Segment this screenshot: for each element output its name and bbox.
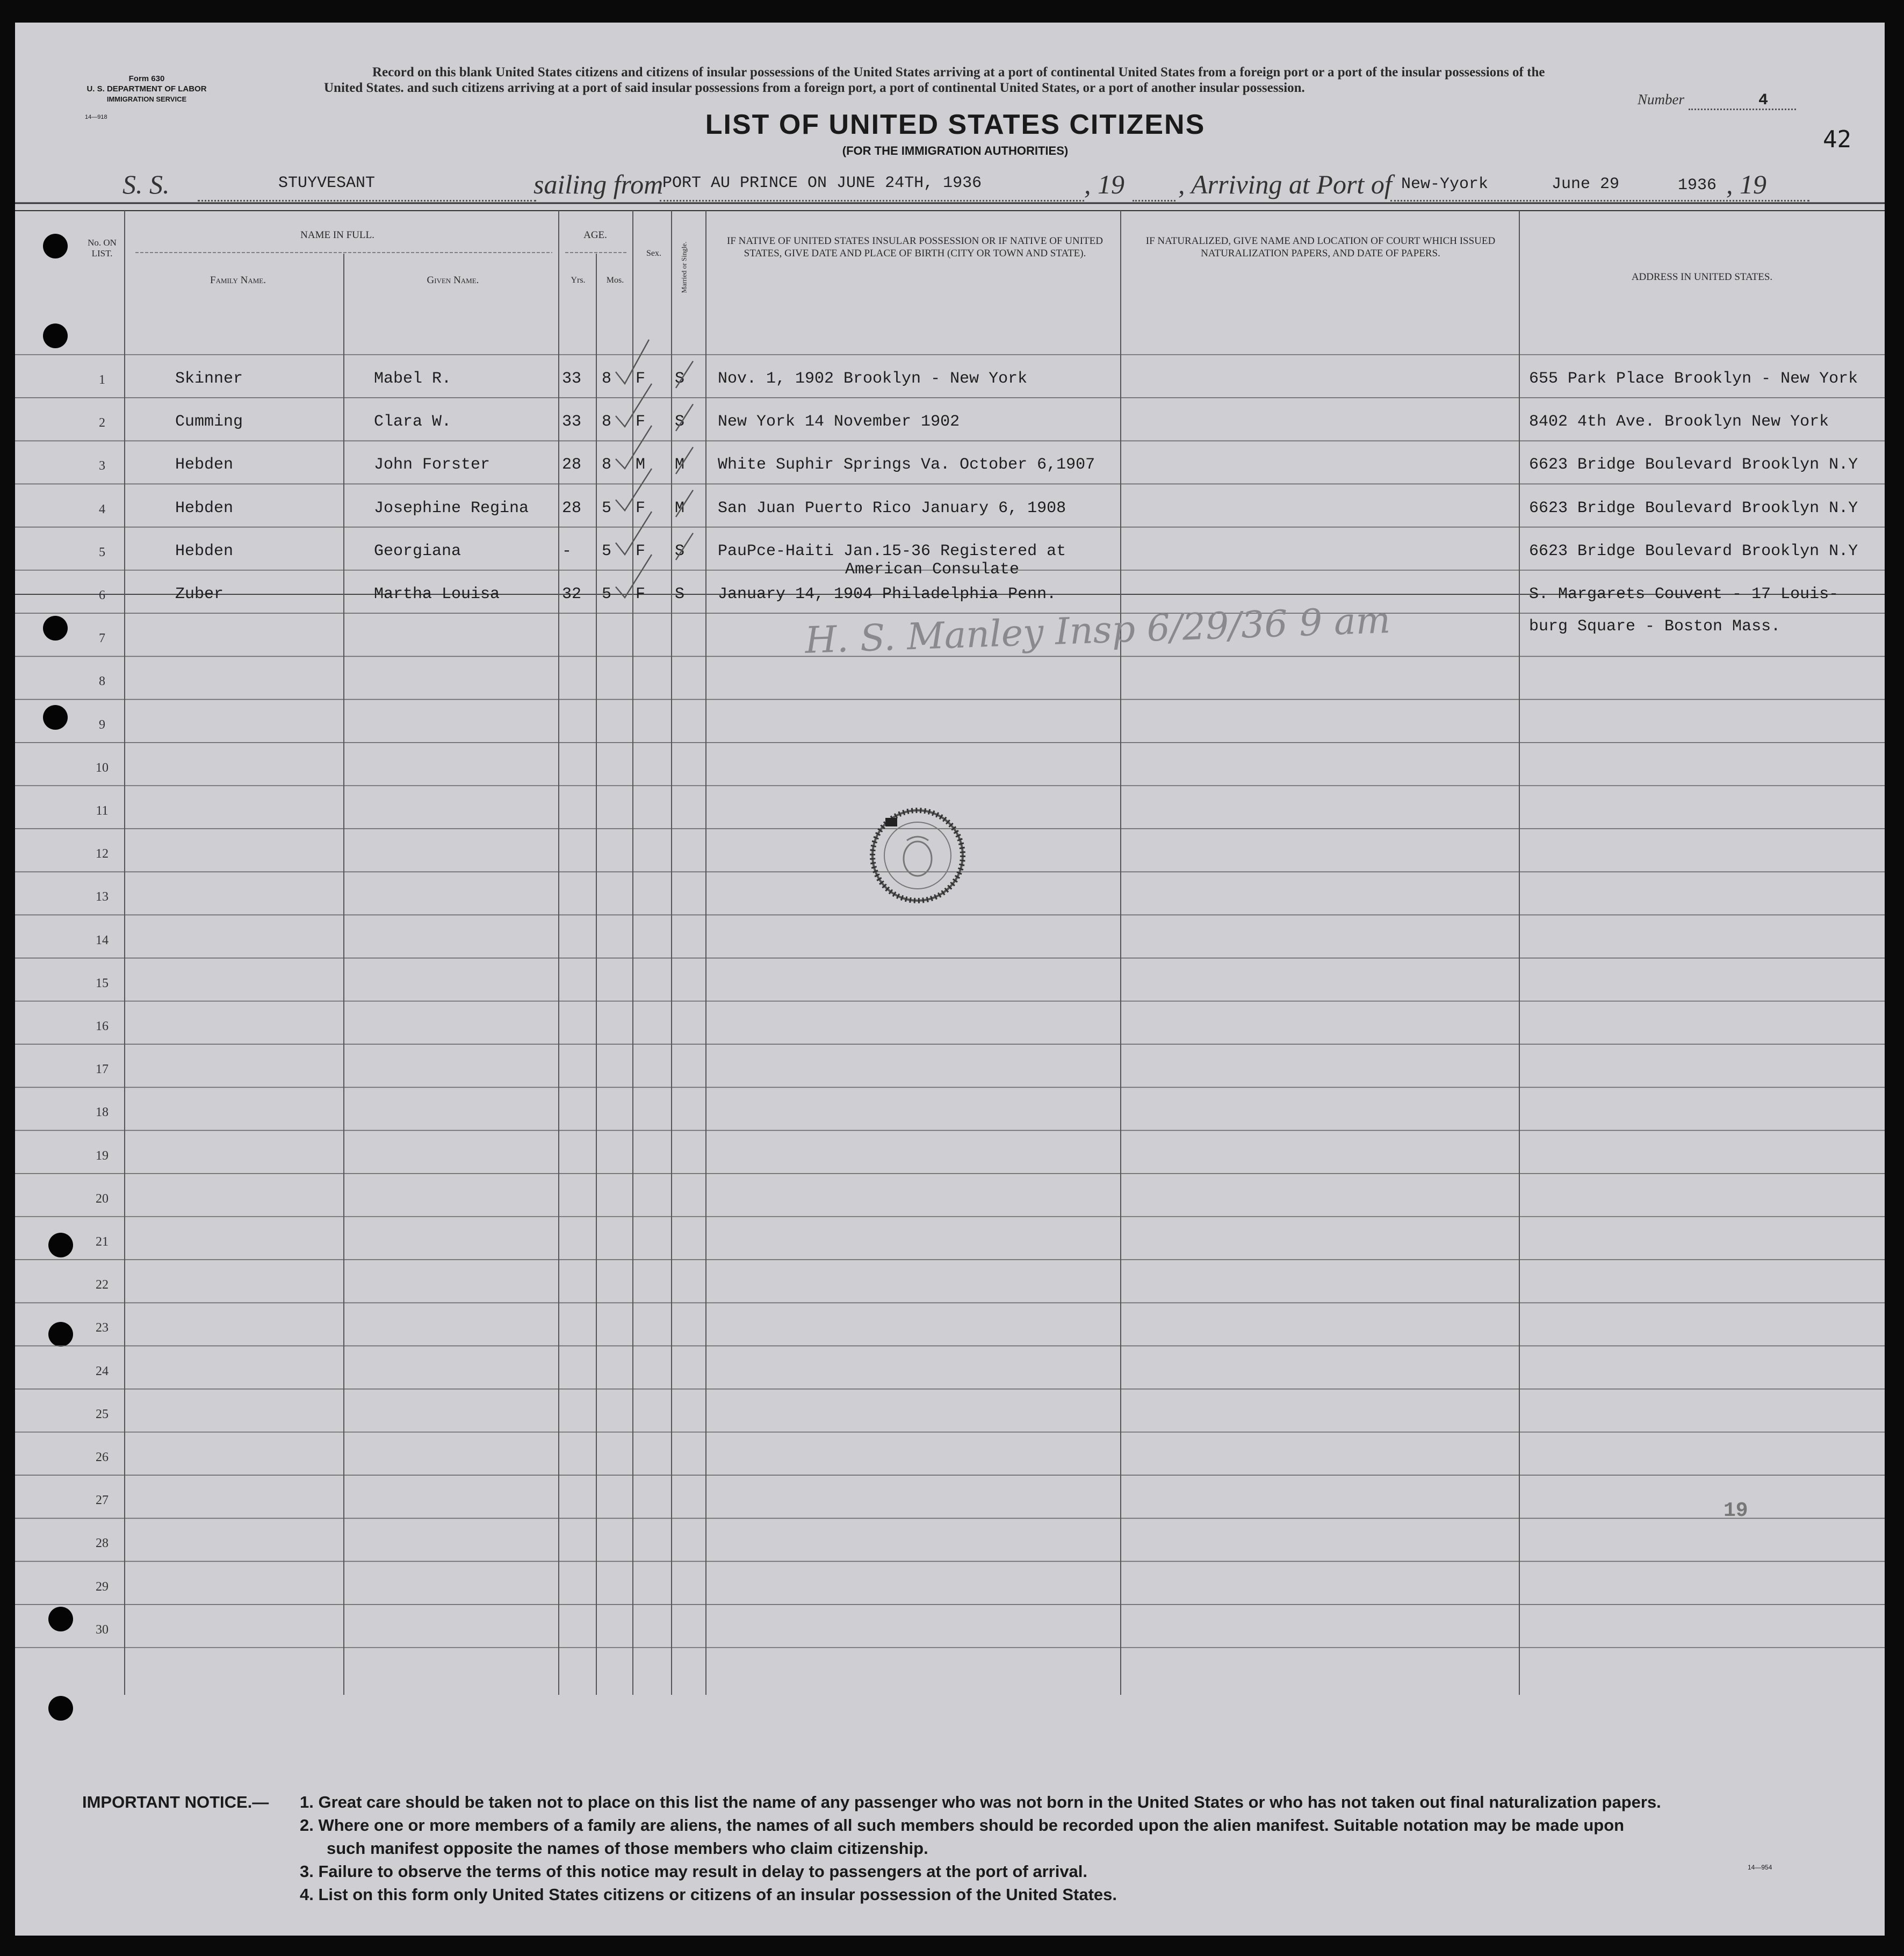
arrival-port: New-Yyork [1401, 175, 1489, 193]
important-notice-label: IMPORTANT NOTICE.— [82, 1793, 269, 1811]
birth-cell-cont: American Consulate [845, 560, 1020, 579]
age-years-cell: - [562, 542, 572, 560]
age-months-cell: 8 [602, 456, 612, 474]
family-name-cell: Skinner [175, 370, 243, 388]
record-instruction: Record on this blank United States citizens and citizens of insular possessions of the United States arriving at a port of continental United States from a foreign port or a port of the insular possessions of the United States. and such citizens arriving at a port of said insular possessions from a foreign port, a port of continental United States, or a port of another insular possession. [324, 65, 1545, 95]
given-name-cell: Josephine Regina [374, 499, 529, 517]
col-family-name: Family Name. [210, 275, 266, 286]
row-number: 14 [96, 933, 109, 947]
row-number: 26 [96, 1450, 109, 1464]
birth-cell: New York 14 November 1902 [718, 413, 960, 432]
row-number: 27 [96, 1493, 109, 1508]
birth-cell: Nov. 1, 1902 Brooklyn - New York [718, 370, 1028, 388]
address-cell: 6623 Bridge Boulevard Brooklyn N.Y [1529, 456, 1858, 474]
row-number: 9 [99, 717, 105, 732]
given-name-cell: Georgiana [374, 542, 461, 560]
sex-cell: F [636, 370, 646, 388]
family-name-cell: Hebden [175, 499, 234, 517]
page-number: 42 [1823, 126, 1851, 153]
marital-status-cell: M [675, 456, 685, 474]
row-number: 28 [96, 1536, 109, 1551]
birth-cell: January 14, 1904 Philadelphia Penn. [718, 585, 1057, 603]
row-number: 19 [96, 1148, 109, 1163]
stray-number: 19 [1723, 1499, 1748, 1522]
important-notice [300, 1790, 1879, 1906]
inspector-signature: H. S. Manley Insp 6/29/36 9 am [804, 599, 1391, 663]
sex-cell: F [636, 542, 646, 560]
address-cell: 6623 Bridge Boulevard Brooklyn N.Y [1529, 542, 1858, 560]
row-number: 17 [96, 1062, 109, 1077]
age-months-cell: 5 [602, 585, 612, 603]
sex-cell: M [636, 456, 646, 474]
address-cell: 8402 4th Ave. Brooklyn New York [1529, 413, 1829, 432]
birth-cell: White Suphir Springs Va. October 6,1907 [718, 456, 1095, 474]
manifest-sheet [15, 23, 1885, 1936]
age-months-cell: 8 [602, 413, 612, 432]
marital-status-cell: S [675, 370, 685, 388]
page-subtitle: (FOR THE IMMIGRATION AUTHORITIES) [842, 144, 1069, 157]
age-years-cell: 28 [562, 456, 582, 474]
row-number: 29 [96, 1579, 109, 1594]
row-number: 3 [99, 459, 105, 473]
address-cell: S. Margarets Couvent - 17 Louis- [1529, 585, 1839, 603]
given-name-cell: Clara W. [374, 413, 452, 432]
family-name-cell: Cumming [175, 413, 243, 432]
family-name-cell: Hebden [175, 456, 234, 474]
row-number: 7 [99, 631, 105, 646]
year-label-2: , 19 [1726, 169, 1766, 199]
row-number: 6 [99, 588, 105, 602]
address-cell-cont: burg Square - Boston Mass. [1529, 617, 1781, 636]
arriving-label: , Arriving at Port of [1178, 169, 1392, 199]
row-number: 18 [96, 1105, 109, 1120]
family-name-cell: Hebden [175, 542, 234, 560]
sailing-label: sailing from [533, 169, 663, 199]
col-address: ADDRESS IN UNITED STATES. [1631, 271, 1773, 283]
check-marks [15, 23, 1885, 1936]
row-number: 11 [96, 804, 109, 818]
sailing-from: PORT AU PRINCE ON JUNE 24TH, 1936 [662, 174, 982, 192]
row-number: 1 [99, 373, 105, 387]
marital-status-cell: S [675, 585, 685, 603]
notice-item-3: 3. Failure to observe the terms of this notice may result in delay to passengers at the port of arrival. [300, 1862, 1088, 1881]
row-number: 16 [96, 1019, 109, 1033]
given-name-cell: Martha Louisa [374, 585, 500, 603]
row-number: 23 [96, 1321, 109, 1335]
marital-status-cell: S [675, 542, 685, 560]
row-number: 13 [96, 890, 109, 904]
service: IMMIGRATION SERVICE [106, 95, 187, 103]
row-number: 21 [96, 1235, 109, 1249]
print-code-top: 14—918 [85, 114, 107, 120]
number-label: Number [1638, 91, 1684, 107]
row-number: 30 [96, 1622, 109, 1637]
col-yrs: Yrs. [571, 276, 586, 285]
address-cell: 655 Park Place Brooklyn - New York [1529, 370, 1858, 388]
col-married: Married or Single. [680, 241, 688, 293]
notice-item-4: 4. List on this form only United States citizens or citizens of an insular possession of the United States. [300, 1885, 1117, 1904]
consulate-stamp [869, 807, 966, 904]
birth-cell: San Juan Puerto Rico January 6, 1908 [718, 499, 1066, 517]
family-name-cell: Zuber [175, 585, 224, 603]
col-given-name: Given Name. [427, 275, 479, 286]
arrival-year: 1936 [1678, 176, 1717, 195]
col-age: AGE. [583, 229, 607, 241]
marital-status-cell: S [675, 413, 685, 432]
sex-cell: F [636, 499, 646, 517]
row-number: 12 [96, 847, 109, 861]
given-name-cell: Mabel R. [374, 370, 452, 388]
age-months-cell: 5 [602, 499, 612, 517]
address-cell: 6623 Bridge Boulevard Brooklyn N.Y [1529, 499, 1858, 517]
notice-item-2: 2. Where one or more members of a family are aliens, the names of all such members should be recorded upon the alien manifest. Suitable notation may be made upon [300, 1816, 1625, 1835]
row-number: 24 [96, 1364, 109, 1378]
row-number: 15 [96, 976, 109, 990]
notice-item-2-cont: such manifest opposite the names of those members who claim citizenship. [327, 1839, 928, 1858]
col-no: No. ON LIST. [88, 238, 117, 258]
age-years-cell: 33 [562, 413, 582, 432]
col-mos: Mos. [606, 276, 624, 285]
row-number: 8 [99, 674, 105, 689]
age-months-cell: 8 [602, 370, 612, 388]
form-number: Form 630 [128, 74, 165, 83]
age-years-cell: 28 [562, 499, 582, 517]
age-years-cell: 32 [562, 585, 582, 603]
arrival-date: June 29 [1552, 175, 1620, 193]
number-value: 4 [1758, 91, 1769, 110]
print-code-bottom: 14—954 [1748, 1864, 1772, 1871]
row-number: 4 [99, 502, 105, 516]
row-number: 5 [99, 545, 105, 559]
col-name-in-full: NAME IN FULL. [300, 229, 374, 241]
row-number: 22 [96, 1278, 109, 1292]
age-years-cell: 33 [562, 370, 582, 388]
given-name-cell: John Forster [374, 456, 491, 474]
sex-cell: F [636, 585, 646, 603]
col-birth: IF NATIVE OF UNITED STATES INSULAR POSSESSION OR IF NATIVE OF UNITED STATES, GIVE DATE AND PLACE OF BIRTH (CITY OR TOWN AND STATE). [727, 235, 1103, 259]
birth-cell: PauPce-Haiti Jan.15-36 Registered at [718, 542, 1066, 560]
marital-status-cell: M [675, 499, 685, 517]
row-number: 10 [96, 760, 109, 775]
col-sex: Sex. [646, 249, 661, 258]
year-label-1: , 19 [1084, 169, 1124, 199]
ship-name: STUYVESANT [278, 174, 376, 192]
ss-label: S. S. [122, 169, 170, 199]
page-title: LIST OF UNITED STATES CITIZENS [705, 109, 1206, 140]
department: U. S. DEPARTMENT OF LABOR [86, 84, 207, 94]
row-number: 20 [96, 1191, 109, 1206]
notice-item-1: 1. Great care should be taken not to place on this list the name of any passenger who was not born in the United States or who has not taken out final naturalization papers. [300, 1793, 1661, 1811]
row-number: 25 [96, 1407, 109, 1421]
row-number: 2 [99, 416, 105, 430]
age-months-cell: 5 [602, 542, 612, 560]
col-naturalized: IF NATURALIZED, GIVE NAME AND LOCATION OF COURT WHICH ISSUED NATURALIZATION PAPERS, AND DATE OF PAPERS. [1145, 235, 1496, 259]
sex-cell: F [636, 413, 646, 432]
